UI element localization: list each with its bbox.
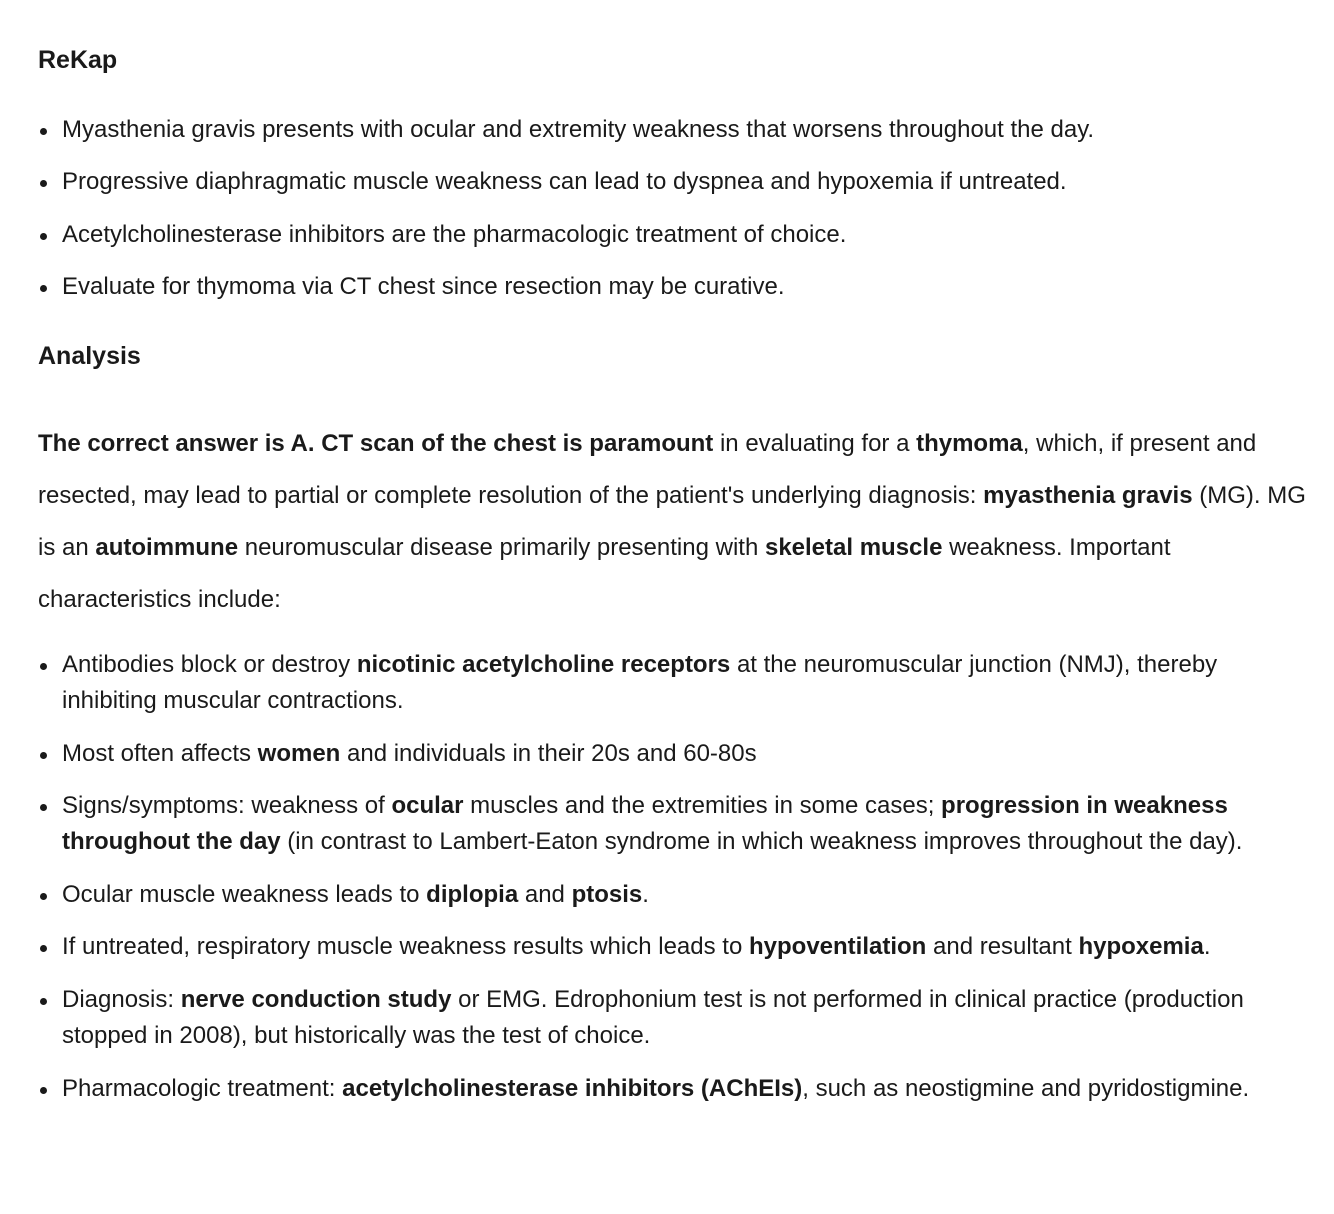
item-text: . (642, 880, 649, 908)
paragraph-text: (MG). MG is an (38, 482, 1306, 561)
analysis-item (38, 736, 1318, 772)
paragraph-text: , which, if present and resected, may lead to partial or complete resolution of the patient's underlying diagnosis: (38, 430, 1257, 509)
item-text: at the neuromuscular junction (NMJ), thereby inhibiting muscular contractions. (62, 651, 1218, 714)
correct-answer-statement: The correct answer is A. CT scan of the chest is paramount (38, 430, 714, 457)
item-text: muscles and the extremities in some cases; (463, 792, 942, 820)
analysis-item (38, 647, 1318, 719)
bold-term: ocular (391, 792, 464, 820)
item-text: and individuals in their 20s and 60-80s (340, 739, 757, 767)
item-text: and (518, 880, 572, 908)
bold-term: thymoma (916, 430, 1023, 457)
rekap-heading: ReKap (38, 46, 118, 74)
analysis-item (38, 929, 1318, 965)
item-text: , such as neostigmine and pyridostigmine. (802, 1074, 1250, 1102)
bold-term: nicotinic acetylcholine receptors (356, 651, 731, 678)
rekap-item: Acetylcholinesterase inhibitors are the pharmacologic treatment of choice. (38, 217, 1318, 253)
bold-term: autoimmune (95, 534, 239, 561)
item-text: If untreated, respiratory muscle weakness results which leads to (62, 933, 749, 961)
item-text: . (1203, 933, 1211, 961)
item-text: Most often affects (62, 739, 258, 767)
rekap-item: Evaluate for thymoma via CT chest since resection may be curative. (38, 269, 1318, 305)
bold-term: nerve conduction study (180, 985, 452, 1013)
bold-term: skeletal muscle (764, 534, 943, 561)
bold-term: myasthenia gravis (983, 482, 1193, 509)
item-text: and resultant (926, 933, 1079, 961)
bold-term: hypoxemia (1078, 933, 1204, 961)
bold-term: women (257, 739, 341, 767)
analysis-item (38, 877, 1318, 913)
analysis-item (38, 982, 1318, 1054)
paragraph-text: in evaluating for a (713, 430, 917, 457)
bold-term: hypoventilation (748, 933, 927, 961)
bold-term: acetylcholinesterase inhibitors (AChEIs) (342, 1074, 803, 1102)
bold-term: diplopia (426, 880, 519, 908)
rekap-item: Progressive diaphragmatic muscle weakness can lead to dyspnea and hypoxemia if untreated. (38, 164, 1318, 200)
paragraph-text: weakness. Important characteristics include: (38, 534, 1171, 613)
paragraph-text: neuromuscular disease primarily presenting with (238, 534, 765, 561)
bold-term: progression in weakness throughout the day (62, 792, 1228, 856)
analysis-paragraph (38, 418, 1318, 626)
rekap-item: Myasthenia gravis presents with ocular and extremity weakness that worsens throughout the day. (38, 112, 1318, 148)
item-text: Antibodies block or destroy (62, 651, 357, 678)
analysis-item (38, 788, 1318, 860)
item-text: or EMG. Edrophonium test is not performed in clinical practice (production stopped in 2008), but historically was the test of choice. (62, 985, 1244, 1049)
analysis-heading: Analysis (38, 342, 141, 370)
analysis-item (38, 1071, 1318, 1107)
bold-term: ptosis (571, 880, 643, 908)
item-text: (in contrast to Lambert-Eaton syndrome in which weakness improves throughout the day). (280, 828, 1243, 856)
item-text: Ocular muscle weakness leads to (62, 880, 427, 908)
analysis-list (38, 647, 1318, 1123)
item-text: Signs/symptoms: weakness of (62, 792, 392, 820)
rekap-list (38, 112, 1318, 322)
item-text: Diagnosis: (62, 985, 181, 1013)
item-text: Pharmacologic treatment: (62, 1074, 343, 1102)
